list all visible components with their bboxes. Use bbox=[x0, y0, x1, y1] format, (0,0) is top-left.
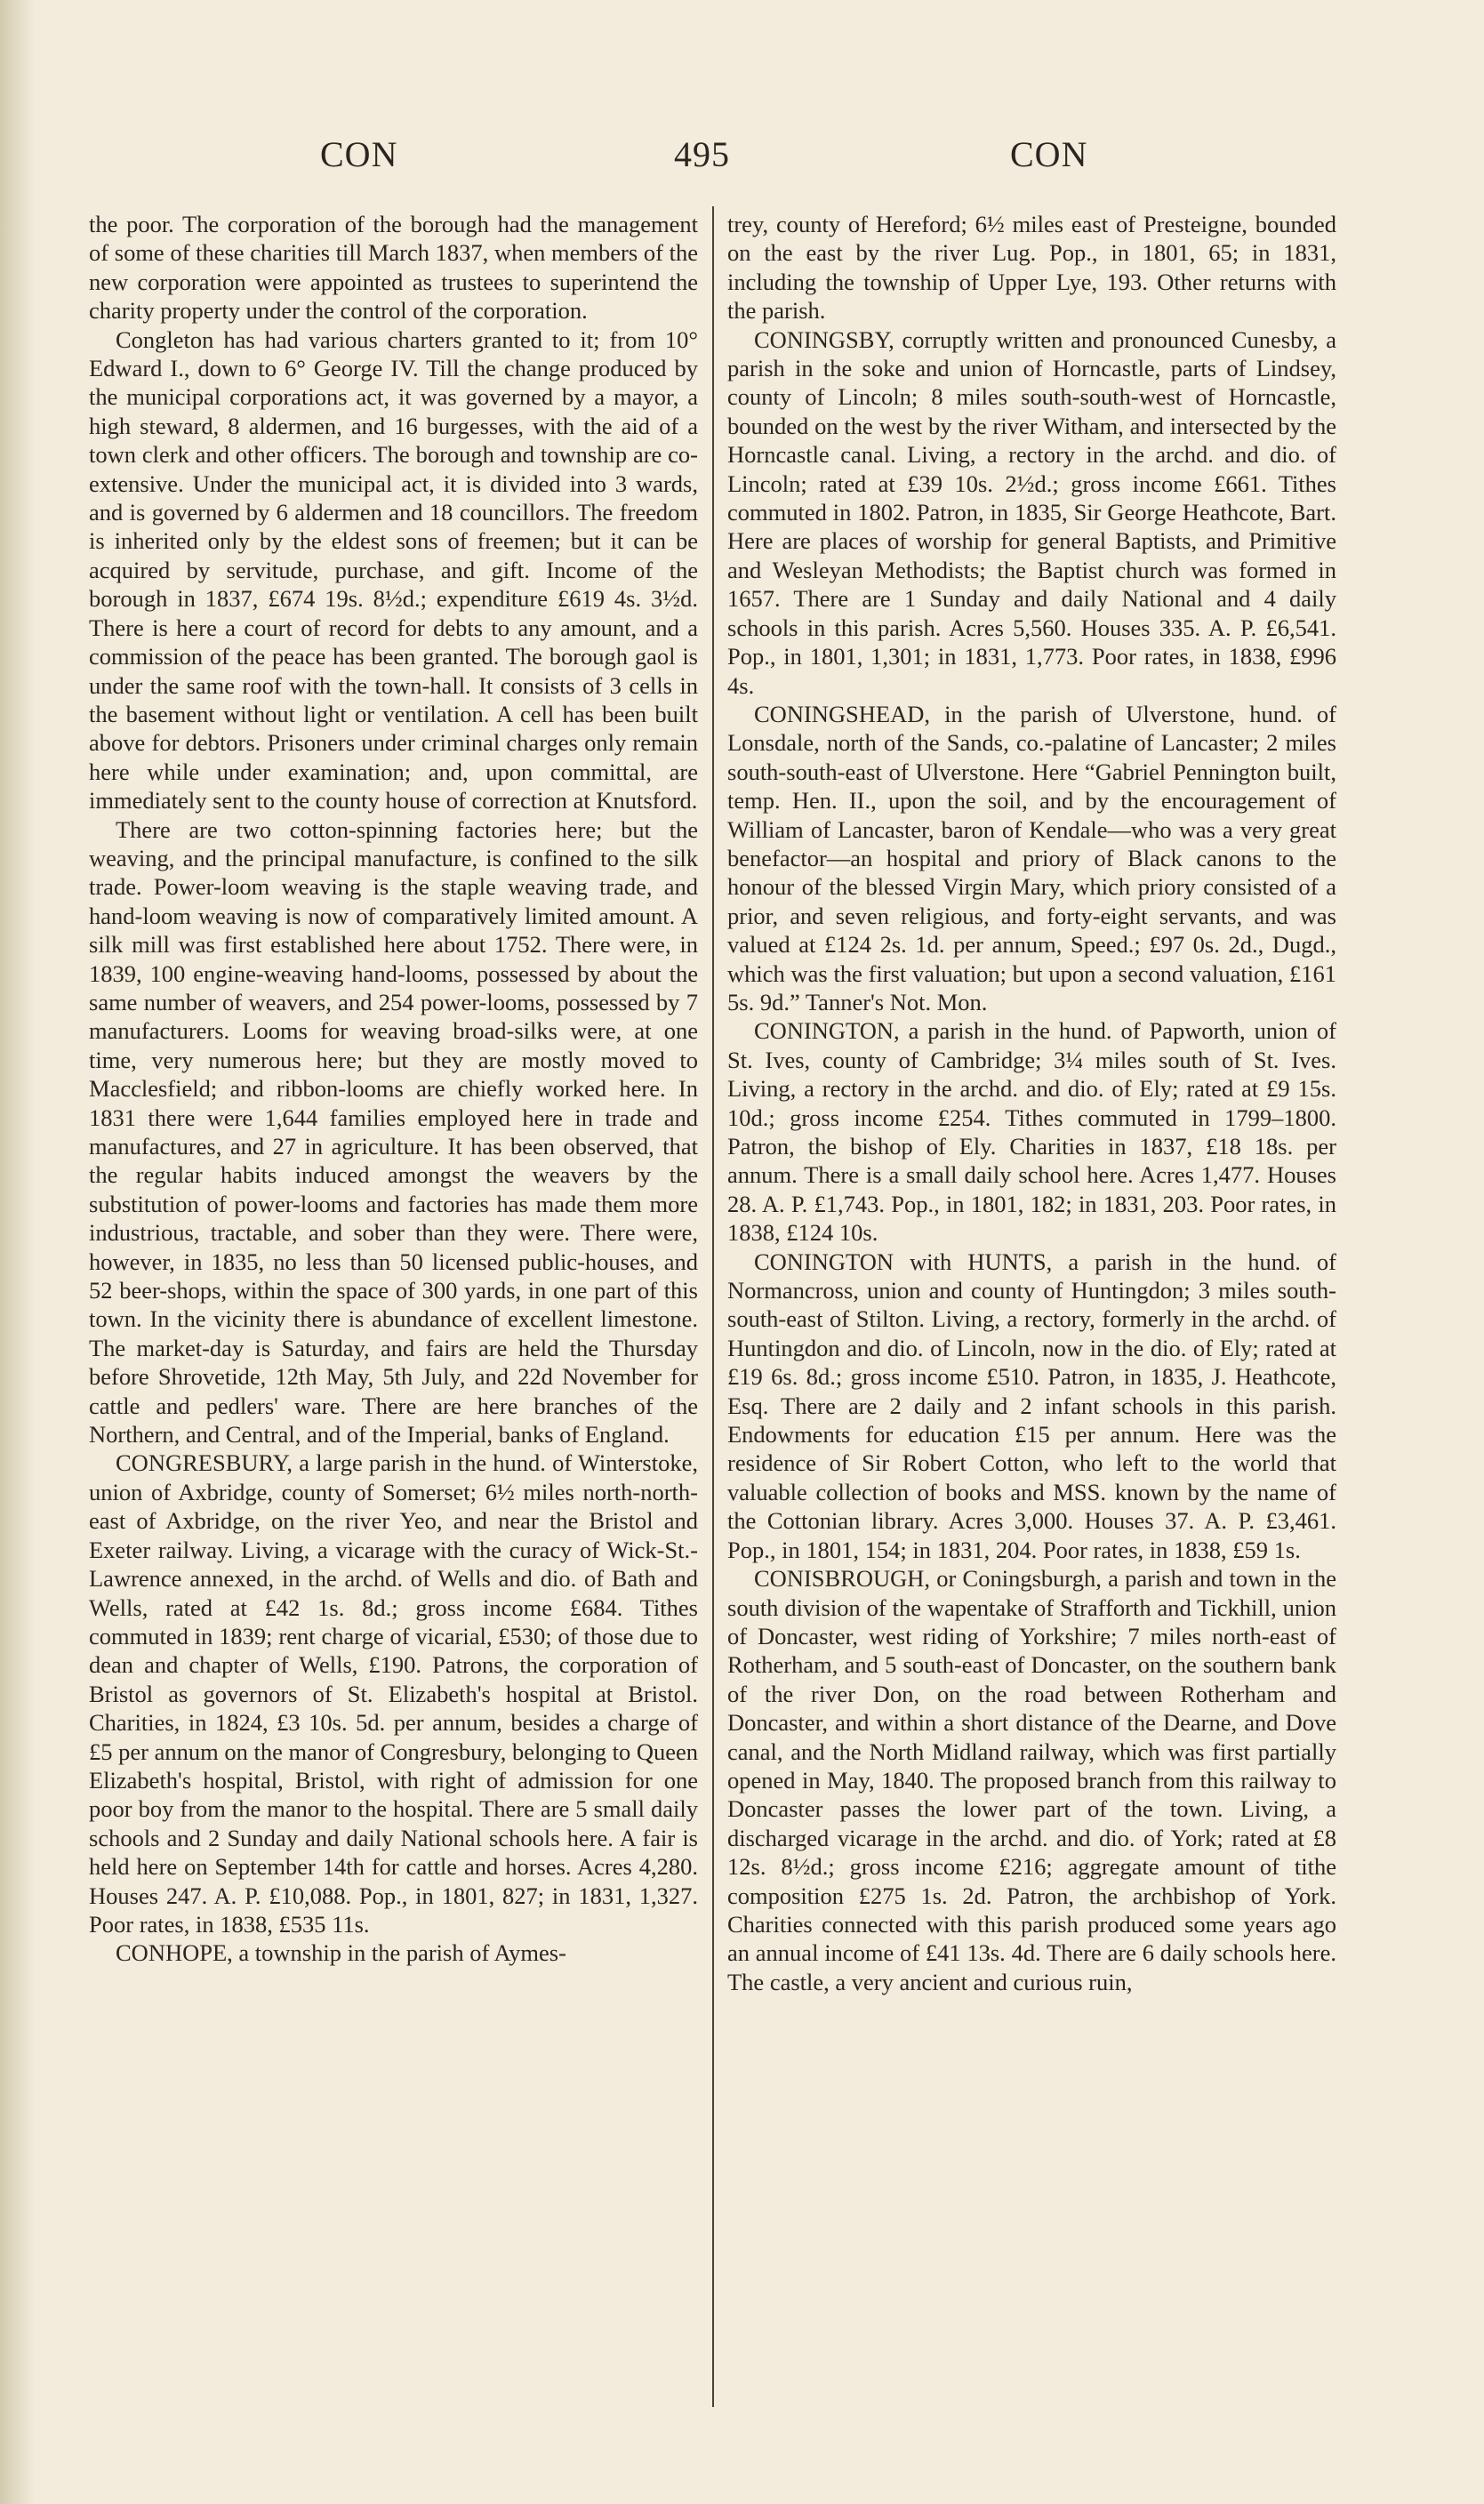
header-left-catchword: CON bbox=[320, 134, 398, 174]
left-column bbox=[89, 210, 698, 1968]
entry-conisbrough: CONISBROUGH, or Coningsburgh, a parish and town in the south division of the wapentake of Strafforth and Tickhill, union of Doncaster, west riding of Yorkshire; 7 miles north-east of Rotherham, and 5 south-east of Doncaster, on the southern bank of the river Don, on the road between Rotherham and Doncaster, and within a short distance of the Dearne, and Dove canal, and the North Midland railway, which was first partially opened in May, 1840. The proposed branch from this railway to Doncaster passes the lower part of the town. Living, a discharged vicarage in the archd. and dio. of York; rated at £8 12s. 8½d.; gross income £216; aggregate amount of tithe composition £275 1s. 2d. Patron, the archbishop of York. Charities connected with this parish produced some years ago an annual income of £41 13s. 4d. There are 6 daily schools here. The castle, a very ancient and curious ruin, bbox=[727, 1565, 1336, 1995]
running-header bbox=[0, 133, 1484, 187]
paragraph-congleton-trade: There are two cotton-spinning factories here; but the weaving, and the principal manufacture, is confined to the silk trade. Power-loom weaving is the staple weaving trade, and hand-loom weaving is now of comparatively limited amount. A silk mill was first established here about 1752. There were, in 1839, 100 engine-weaving hand-looms, possessed by about the same number of weavers, and 254 power-looms, possessed by 7 manufacturers. Looms for weaving broad-silks were, at one time, very numerous here; but they are mostly moved to Macclesfield; and ribbon-looms are chiefly worked here. In 1831 there were 1,644 families employed here in trade and manufactures, and 27 in agriculture. It has been observed, that the regular habits induced amongst the weavers by the substitution of power-looms and factories has made them more industrious, tractable, and sober than they were. There were, however, in 1835, no less than 50 licensed public-houses, and 52 beer-shops, within the space of 300 yards, in one part of this town. In the vicinity there is abundance of excellent limestone. The market-day is Saturday, and fairs are held the Thursday before Shrovetide, 12th May, 5th July, and 22d November for cattle and pedlers' ware. There are here branches of the Northern, and Central, and of the Imperial, banks of England. bbox=[89, 815, 698, 1449]
page-edge-shadow bbox=[0, 0, 36, 2504]
page-number: 495 bbox=[674, 134, 730, 174]
entry-conington: CONINGTON, a parish in the hund. of Papworth, union of St. Ives, county of Cambridge; 3¼ miles south of St. Ives. Living, a rectory in the archd. and dio. of Ely; rated at £9 15s. 10d.; gross income £254. Tithes commuted in 1799–1800. Patron, the bishop of Ely. Charities in 1837, £18 18s. per annum. There is a small daily school here. Acres 1,477. Houses 28. A. P. £1,743. Pop., in 1801, 182; in 1831, 203. Poor rates, in 1838, £124 10s. bbox=[727, 1017, 1336, 1247]
paragraph-congleton-charters: Congleton has had various charters granted to it; from 10° Edward I., down to 6° George IV. Till the change produced by the municipal corporations act, it was governed by a mayor, a high steward, 8 aldermen, and 16 burgesses, with the aid of a town clerk and other officers. The borough and township are co-extensive. Under the municipal act, it is divided into 3 wards, and is governed by 6 aldermen and 18 councillors. The freedom is inherited only by the eldest sons of freemen; but it can be acquired by servitude, purchase, and gift. Income of the borough in 1837, £674 19s. 8½d.; expenditure £619 4s. 3½d. There is here a court of record for debts to any amount, and a commission of the peace has been granted. The borough gaol is under the same roof with the town-hall. It consists of 3 cells in the basement without light or ventilation. A cell has been built above for debtors. Prisoners under criminal charges only remain here while under examination; and, upon committal, are immediately sent to the county house of correction at Knutsford. bbox=[89, 325, 698, 815]
entry-conington-hunts: CONINGTON with HUNTS, a parish in the hund. of Normancross, union and county of Huntingdon; 3 miles south-south-east of Stilton. Living, a rectory, formerly in the archd. of Huntingdon and dio. of Lincoln, now in the dio. of Ely; rated at £19 6s. 8d.; gross income £510. Patron, in 1835, J. Heathcote, Esq. There are 2 daily and 2 infant schools in this parish. Endowments for education £15 per annum. Here was the residence of Sir Robert Cotton, who left to the world that valuable collection of books and MSS. known by the name of the Cottonian library. Acres 3,000. Houses 37. A. P. £3,461. Pop., in 1801, 154; in 1831, 204. Poor rates, in 1838, £59 1s. bbox=[727, 1248, 1336, 1563]
column-divider bbox=[712, 206, 714, 2407]
paragraph-continued: the poor. The corporation of the borough had the management of some of these charities till March 1837, when members of the new corporation were appointed as trustees to superintend the charity property under the control of the corporation. bbox=[89, 211, 698, 325]
entry-coningshead: CONINGSHEAD, in the parish of Ulverstone, hund. of Lonsdale, north of the Sands, co.-palatine of Lancaster; 2 miles south-south-east of Ulverstone. Here “Gabriel Pennington built, temp. Hen. II., upon the soil, and by the encouragement of William of Lancaster, baron of Kendale—who was a very great benefactor—an hospital and priory of Black canons to the honour of the blessed Virgin Mary, which priory consisted of a prior, and seven religious, and forty-eight servants, and was valued at £124 2s. 1d. per annum, Speed.; £97 0s. 2d., Dugd., which was the first valuation; but upon a second valuation, £161 5s. 9d.” Tanner's Not. Mon. bbox=[727, 700, 1336, 1015]
entry-coningsby: CONINGSBY, corruptly written and pronounced Cunesby, a parish in the soke and union of Horncastle, parts of Lindsey, county of Lincoln; 8 miles south-south-west of Horncastle, bounded on the west by the river Witham, and intersected by the Horncastle canal. Living, a rectory in the archd. and dio. of Lincoln; rated at £39 10s. 2½d.; gross income £661. Tithes commuted in 1802. Patron, in 1835, Sir George Heathcote, Bart. Here are places of worship for general Baptists, and Primitive and Wesleyan Methodists; the Baptist church was formed in 1657. There are 1 Sunday and daily National and 4 daily schools in this parish. Acres 5,560. Houses 335. A. P. £6,541. Pop., in 1801, 1,301; in 1831, 1,773. Poor rates, in 1838, £996 4s. bbox=[727, 325, 1336, 699]
entry-congresbury: CONGRESBURY, a large parish in the hund. of Winterstoke, union of Axbridge, county of Somerset; 6½ miles north-north-east of Axbridge, on the river Yeo, and near the Bristol and Exeter railway. Living, a vicarage with the curacy of Wick-St.-Lawrence annexed, in the archd. of Wells and dio. of Bath and Wells, rated at £42 1s. 8d.; gross income £684. Tithes commuted in 1839; rent charge of vicarial, £530; of those due to dean and chapter of Wells, £190. Patrons, the corporation of Bristol as governors of St. Elizabeth's hospital at Bristol. Charities, in 1824, £3 10s. 5d. per annum, besides a charge of £5 per annum on the manor of Congresbury, belonging to Queen Elizabeth's hospital, Bristol, with right of admission for one poor boy from the manor to the hospital. There are 5 small daily schools and 2 Sunday and daily National schools here. A fair is held here on September 14th for cattle and horses. Acres 4,280. Houses 247. A. P. £10,088. Pop., in 1801, 827; in 1831, 1,327. Poor rates, in 1838, £535 11s. bbox=[89, 1449, 698, 1938]
header-right-catchword: CON bbox=[1010, 134, 1088, 174]
right-column bbox=[727, 210, 1336, 1996]
entry-conhope: CONHOPE, a township in the parish of Aymes- bbox=[116, 1939, 566, 1967]
paragraph-continued: trey, county of Hereford; 6½ miles east of Presteigne, bounded on the east by the river Lug. Pop., in 1801, 65; in 1831, including the township of Upper Lye, 193. Other returns with the parish. bbox=[727, 211, 1336, 325]
